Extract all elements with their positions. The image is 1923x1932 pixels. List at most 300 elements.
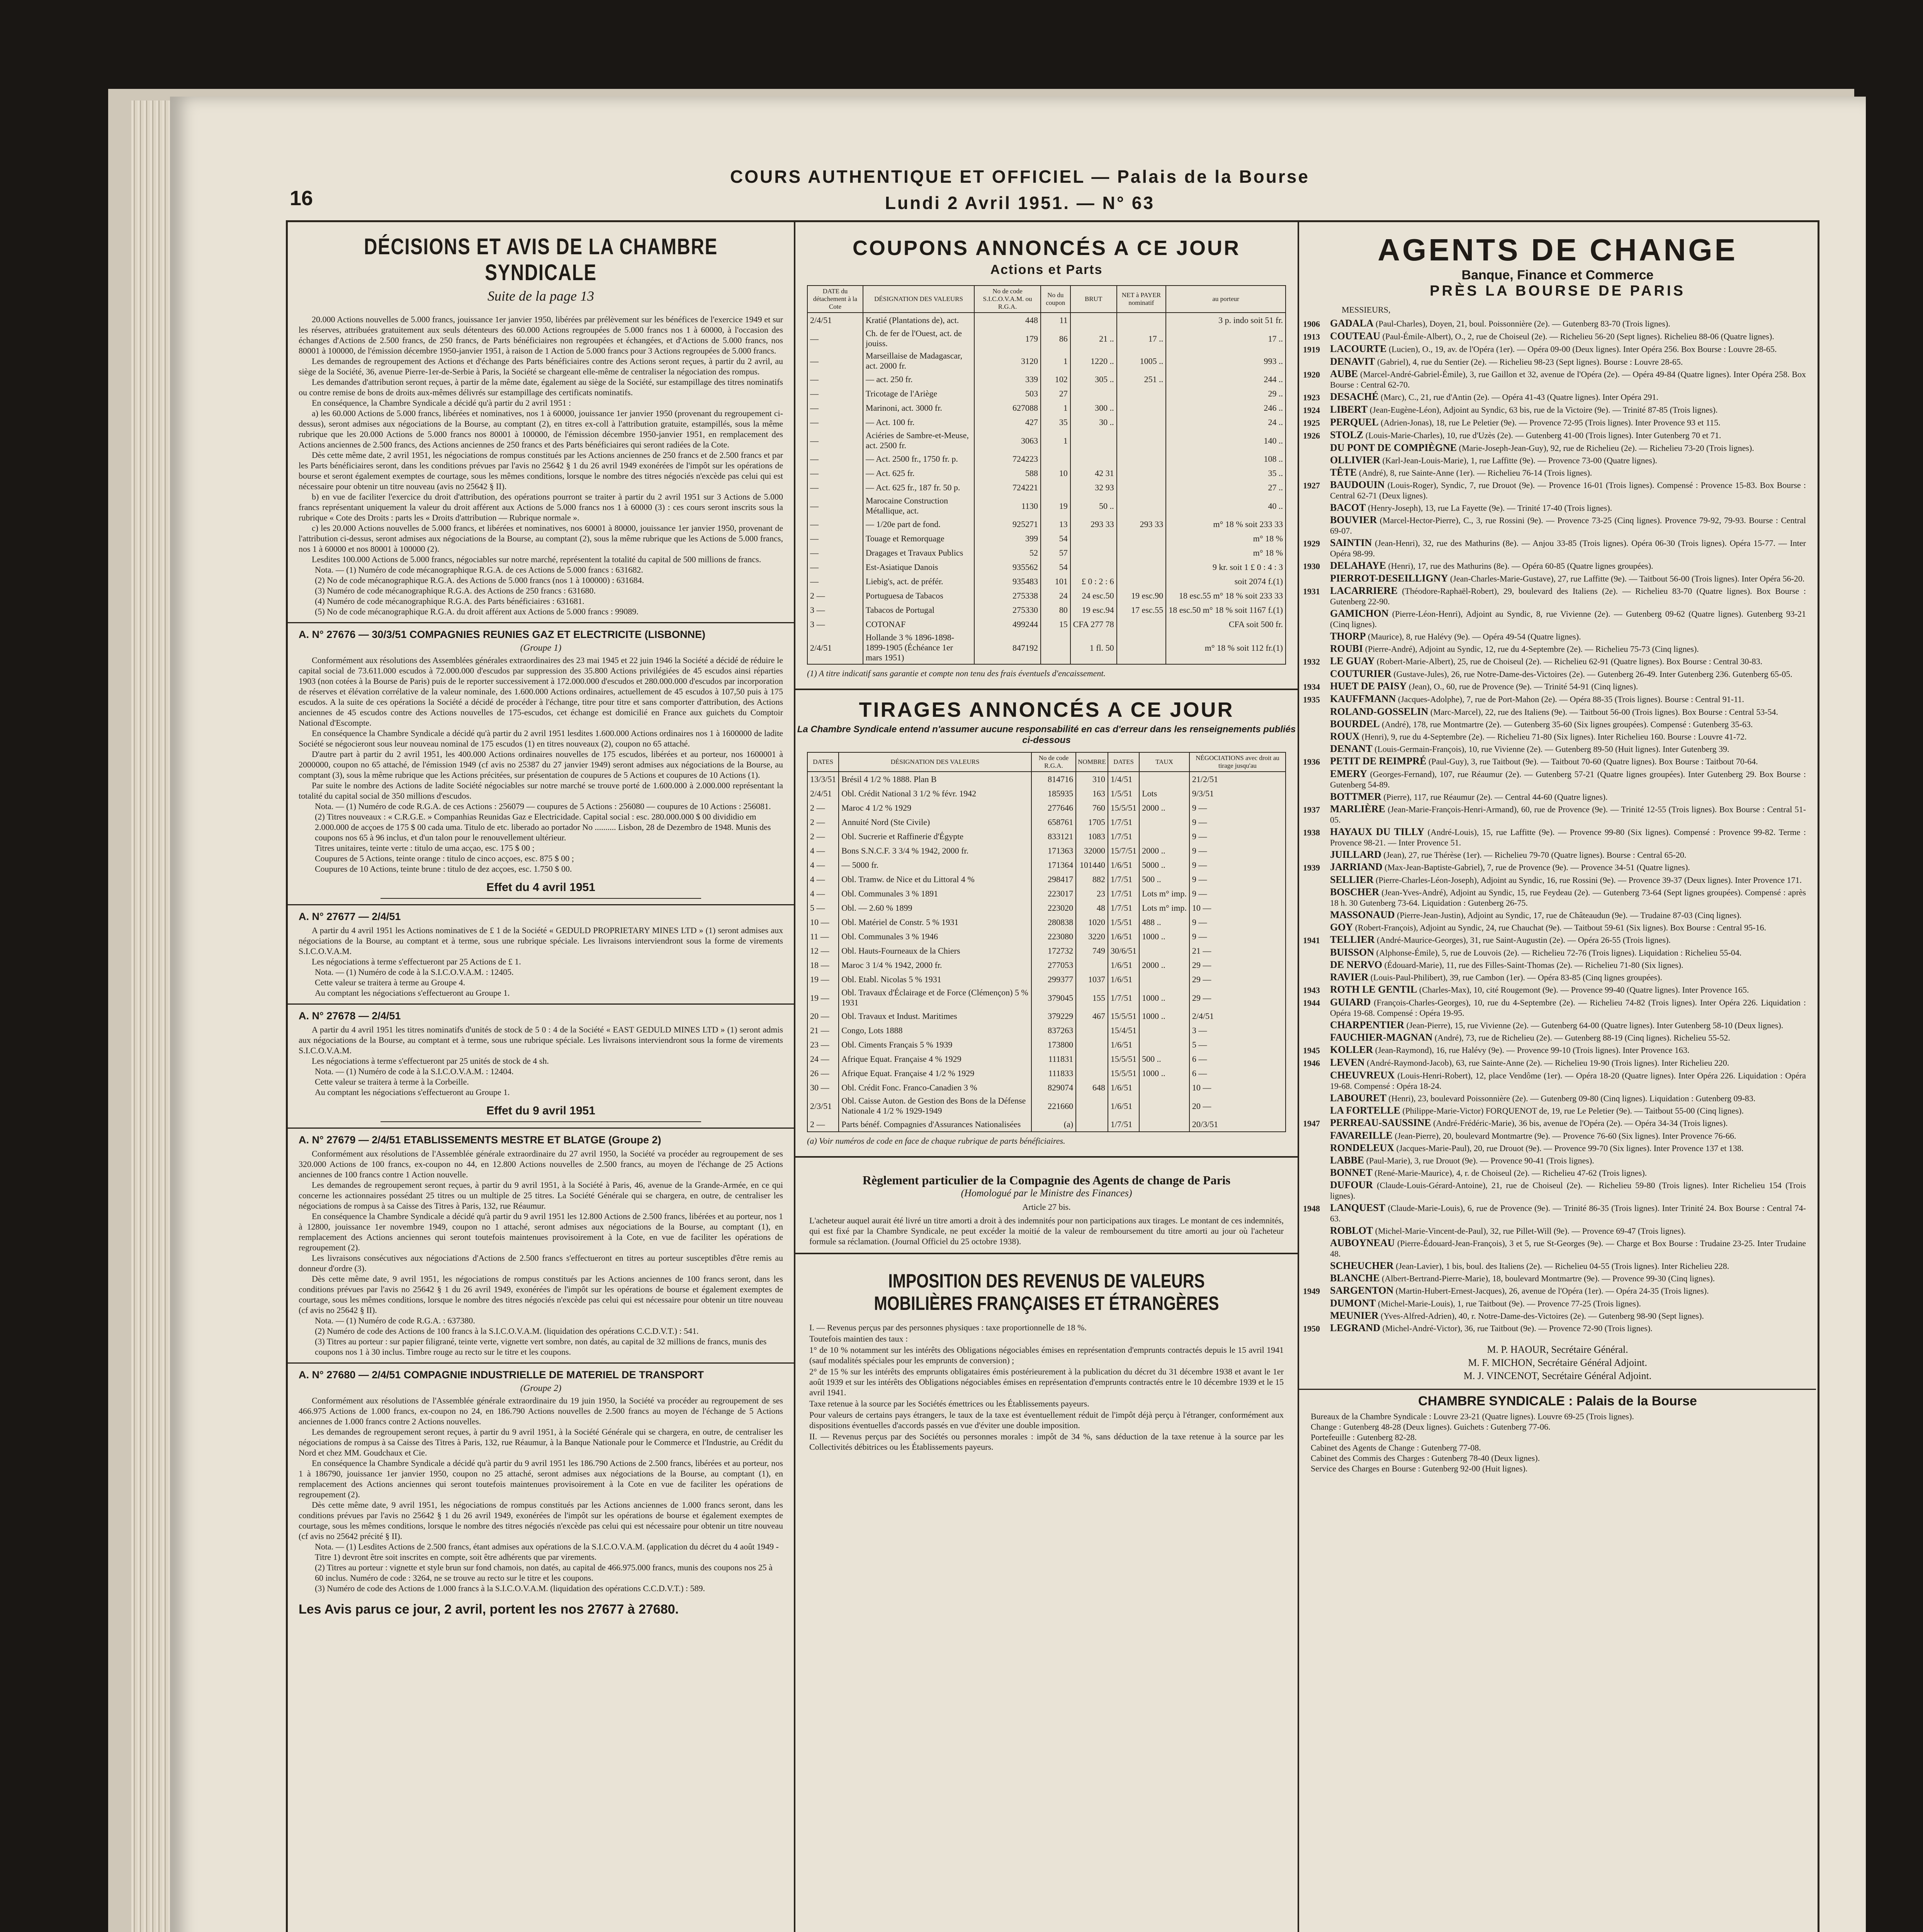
chambre-line: Cabinet des Agents de Change : Gutenberg 77-08.: [1311, 1443, 1481, 1452]
table-cell: 9 —: [1189, 886, 1286, 901]
table-row: [807, 901, 1286, 915]
table-cell: 1: [1041, 429, 1070, 452]
table-cell: 102: [1041, 372, 1070, 386]
chambre-line: Change : Gutenberg 48-28 (Deux lignes). Guichets : Gutenberg 77-06.: [1311, 1422, 1551, 1432]
table-cell: 3 —: [1189, 1023, 1286, 1037]
table-cell: 35: [1041, 415, 1070, 429]
agent-name: LABOURET: [1330, 1092, 1386, 1104]
table-cell: (a): [1031, 1117, 1076, 1132]
agent-name: BLANCHE: [1330, 1272, 1380, 1284]
agents-subtitle-1: Banque, Finance et Commerce: [1461, 268, 1654, 282]
table-cell: 111833: [1031, 1066, 1076, 1080]
agent-entry: [1299, 1142, 1816, 1154]
agent-entry: [1299, 934, 1816, 946]
section-group: (Groupe 1): [520, 643, 562, 653]
table-cell: 724221: [974, 480, 1041, 495]
agent-text: [1330, 1225, 1806, 1236]
table-cell: 30 ..: [1070, 415, 1117, 429]
table-cell: Obl. Hauts-Fourneaux de la Chiers: [839, 944, 1031, 958]
table-cell: 1: [1041, 350, 1070, 372]
table-cell: —: [807, 372, 863, 386]
agent-name: LEVEN: [1330, 1057, 1365, 1068]
table-cell: 9 —: [1189, 858, 1286, 872]
table-cell: Ch. de fer de l'Ouest, act. de jouiss.: [863, 327, 974, 350]
paragraph: Conformément aux résolutions de l'Assemblée générale extraordinaire du 27 avril 1950, la Société va procéder au regroupement de ses 320.000 Actions de 100 francs, ex-coupon no 44, en 12.800 Actions nouvelles de 2.500 francs, au moyen de l'échange de 25 Actions anciennes de 100 francs contre 1 Action nouvelle.: [299, 1149, 783, 1179]
paragraph: Les négociations à terme s'effectueront par 25 unités de stock de 4 sh.: [312, 1056, 549, 1066]
column-header: DATES: [807, 752, 839, 772]
table-cell: 1: [1041, 401, 1070, 415]
paragraph: Taxe retenue à la source par les Sociétés émettrices ou les Établissements payeurs.: [809, 1399, 1089, 1408]
table-cell: 9 kr. soit 1 £ 0 : 4 : 3: [1166, 560, 1286, 574]
table-cell: Afrique Equat. Française 4 1/2 % 1929: [839, 1066, 1031, 1080]
agent-text: [1330, 1180, 1806, 1201]
agent-text: [1330, 934, 1806, 946]
table-cell: —: [807, 480, 863, 495]
agent-entry: [1299, 921, 1816, 934]
agent-name: GADALA: [1330, 318, 1374, 329]
agent-year: [1303, 1093, 1330, 1104]
agent-name: MARLIÈRE: [1330, 803, 1386, 815]
decisions-column: [288, 222, 795, 1932]
agent-text: [1330, 1130, 1806, 1141]
agent-text: [1330, 1032, 1806, 1043]
table-cell: [1070, 452, 1117, 466]
agent-details: (Robert-Marie-Albert), 25, rue de Choiseul (2e). — Richelieu 62-91 (Quatre lignes). Box Bourse : Central 30-83.: [1376, 656, 1763, 666]
agent-year: 1936: [1303, 757, 1320, 767]
agent-details: (Gustave-Jules), 26, rue Notre-Dame-des-Victoires (2e). — Gutenberg 26-49. Inter Gutenberg 236. Gutenberg 65-05.: [1393, 669, 1792, 679]
agent-name: BOURDEL: [1330, 718, 1380, 730]
agent-entry: [1299, 416, 1816, 429]
table-row: [807, 858, 1286, 872]
agent-text: [1330, 1238, 1806, 1259]
agent-year: 1937: [1303, 805, 1320, 815]
note-line: Nota. — (1) Numéro de code à la S.I.C.O.V.A.M. : 12405.: [315, 967, 514, 977]
note-line: (2) Titres au porteur : vignette et style brun sur fond chamois, non datés, au capital de 466.975.000 francs, munis des coupons nos 25 à 60 inclus. Numéro de code : 3264, ne se trouve au recto sur le titre et les coupons.: [315, 1563, 773, 1583]
table-cell: 300 ..: [1070, 401, 1117, 415]
agent-entry: [1299, 706, 1816, 718]
table-cell: 4 —: [807, 872, 839, 886]
section-body: [288, 1148, 794, 1315]
column-header: NOMBRE: [1076, 752, 1108, 772]
decisions-subtitle: Suite de la page 13: [488, 288, 594, 304]
agent-details: (Jean), 27, rue Thérèse (1er). — Richelieu 79-70 (Quatre lignes). Bourse : Central 65-20.: [1383, 850, 1687, 860]
table-cell: 19 esc.94: [1070, 603, 1117, 617]
table-cell: Maroc 4 1/2 % 1929: [839, 801, 1031, 815]
agent-details: (Jean-Pierre), 15, rue Vivienne (2e). — Gutenberg 64-00 (Quatre lignes). Inter Gutenberg 58-10 (Deux lignes).: [1406, 1020, 1784, 1030]
agent-text: [1330, 1117, 1806, 1129]
agent-name: BAUDOUIN: [1330, 479, 1385, 490]
table-cell: [1117, 452, 1166, 466]
agent-entry: [1299, 355, 1816, 368]
table-cell: 9 —: [1189, 872, 1286, 886]
table-cell: 171364: [1031, 858, 1076, 872]
agent-details: (Jean), O., 60, rue de Provence (9e). — Trinité 54-91 (Cinq lignes).: [1408, 682, 1638, 691]
table-cell: 3220: [1076, 929, 1108, 944]
table-cell: 9 —: [1189, 929, 1286, 944]
table-cell: Obl. Tramw. de Nice et du Littoral 4 %: [839, 872, 1031, 886]
table-cell: 1 fl. 50: [1070, 631, 1117, 664]
agent-entry: [1299, 607, 1816, 630]
agent-text: [1330, 1070, 1806, 1091]
table-cell: 298417: [1031, 872, 1076, 886]
agent-details: (Théodore-Raphaël-Robert), 29, boulevard des Italiens (2e). — Richelieu 83-70 (Quatre lignes). Box Bourse : Gutenberg 22-90.: [1330, 586, 1806, 606]
table-cell: 9 —: [1189, 801, 1286, 815]
agent-year: [1303, 910, 1330, 920]
agent-details: (Louis-Germain-François), 10, rue Vivienne (2e). — Gutenberg 89-50 (Huit lignes). Inter Gutenberg 39.: [1374, 744, 1729, 754]
table-cell: —: [807, 546, 863, 560]
section-header: [288, 1128, 794, 1148]
agent-details: (André-Maurice-Georges), 31, rue Saint-Augustin (2e). — Opéra 26-55 (Trois lignes).: [1377, 935, 1671, 945]
column-header: No du coupon: [1041, 286, 1070, 313]
section-header: [288, 904, 794, 925]
agent-year: [1303, 791, 1330, 802]
agent-entry: [1299, 514, 1816, 537]
table-cell: 52: [974, 546, 1041, 560]
agent-details: (André-Louis), 15, rue Laffitte (9e). — Provence 99-80 (Six lignes). Compensé : Provence 99-82. Terme : Provence 98-21. — Inter Provence 51.: [1330, 827, 1806, 847]
agent-text: [1330, 1273, 1806, 1284]
agent-name: LEGRAND: [1330, 1322, 1381, 1333]
section-code: A. N° 27679 — 2/4/51: [299, 1134, 401, 1146]
decisions-title: DÉCISIONS ET AVIS DE LA CHAMBRE SYNDICALE: [364, 234, 718, 285]
table-row: [807, 986, 1286, 1009]
agent-name: RONDELEUX: [1330, 1142, 1395, 1153]
agent-entry: [1299, 861, 1816, 874]
agent-year: 1935: [1303, 695, 1320, 704]
agent-entry: [1299, 983, 1816, 996]
section-code: A. N° 27676 — 30/3/51: [299, 629, 407, 640]
table-cell: 3 —: [807, 603, 863, 617]
table-row: [807, 531, 1286, 546]
table-cell: [1117, 546, 1166, 560]
note-line: (4) Numéro de code mécanographique R.G.A. des Parts bénéficiaires : 631681.: [315, 596, 584, 606]
agent-text: [1330, 480, 1806, 501]
agent-year: 1919: [1303, 345, 1320, 354]
section-body: [288, 1395, 794, 1541]
tirages-title: TIRAGES ANNONCÉS A CE JOUR: [859, 698, 1234, 721]
paragraph: En conséquence la Chambre Syndicale a décidé qu'à partir du 9 avril 1951 les 12.800 Actions de 2.500 francs, libérées et au porteur, nos 1 à 12800, jouissance 1er novembre 1949, coupon no 1 attaché, seront admises aux négociations de la Bourse, au comptant (1), en remplacement des Actions anciennes qui seront toutefois maintenues provisoirement à la Cote, en vue de faciliter les opérations de regroupement (2).: [299, 1211, 783, 1252]
agent-entry: [1299, 1272, 1816, 1284]
agent-entry: [1299, 874, 1816, 886]
table-cell: [1117, 313, 1166, 327]
table-cell: 15/7/51: [1108, 844, 1139, 858]
table-cell: 10 —: [1189, 1080, 1286, 1095]
note-line: Titres unitaires, teinte verte : titulo de uma acçao, esc. 175 $ 00 ;: [315, 843, 535, 853]
table-cell: 2 —: [807, 829, 839, 844]
agent-name: DUMONT: [1330, 1298, 1376, 1309]
table-cell: CFA soit 500 fr.: [1166, 617, 1286, 631]
agent-year: [1303, 1020, 1330, 1031]
table-cell: —: [807, 517, 863, 531]
agent-year: [1303, 1105, 1330, 1116]
agent-details: (Paul-Guy), 3, rue Taitbout (9e). — Taitbout 70-60 (Quatre lignes). Box Bourse : Taitbout 70-64.: [1428, 757, 1758, 766]
agent-entry: [1299, 479, 1816, 502]
sections-group-2: [288, 904, 794, 1097]
agent-name: LA FORTELLE: [1330, 1105, 1400, 1116]
table-row: [807, 1095, 1286, 1117]
agent-name: DU PONT DE COMPIÈGNE: [1330, 442, 1457, 453]
table-cell: 448: [974, 313, 1041, 327]
table-cell: Obl. Communales 3 % 1891: [839, 886, 1031, 901]
table-cell: 2/4/51: [807, 786, 839, 801]
section-body: [288, 925, 794, 967]
table-cell: 648: [1076, 1080, 1108, 1095]
imposition-title: IMPOSITION DES REVENUS DE VALEURS MOBILIÈRES FRANÇAISES ET ÉTRANGÈRES: [874, 1270, 1219, 1314]
agent-year: [1303, 1143, 1330, 1153]
section-group: (Groupe 2): [520, 1383, 562, 1393]
table-row: [807, 350, 1286, 372]
newspaper-page: [170, 97, 1866, 1932]
table-row: [807, 466, 1286, 480]
table-cell: —: [807, 560, 863, 574]
table-cell: [1139, 772, 1189, 786]
agent-entry: [1299, 343, 1816, 355]
agent-year: 1947: [1303, 1119, 1320, 1128]
table-cell: Portuguesa de Tabacos: [863, 588, 974, 603]
agent-entry: [1299, 1129, 1816, 1142]
table-cell: 1000 ..: [1139, 1066, 1189, 1080]
table-cell: 925271: [974, 517, 1041, 531]
agent-details: (René-Marie-Maurice), 4, r. de Choiseul (2e). — Richelieu 47-62 (Trois lignes).: [1374, 1168, 1647, 1178]
agent-text: [1330, 643, 1806, 654]
section-code: A. N° 27680 — 2/4/51: [299, 1369, 401, 1381]
table-cell: 2 —: [807, 588, 863, 603]
reglement-article: Article 27 bis.: [1022, 1202, 1071, 1212]
agent-entry: [1299, 1225, 1816, 1237]
table-cell: 15: [1041, 617, 1070, 631]
table-cell: 15/5/51: [1108, 801, 1139, 815]
agent-text: [1330, 1285, 1806, 1296]
agent-name: SARGENTON: [1330, 1285, 1394, 1296]
section-notes: [288, 967, 794, 998]
agent-entry: [1299, 1237, 1816, 1260]
table-row: [807, 944, 1286, 958]
agent-text: [1330, 631, 1806, 642]
section-header: [288, 622, 794, 643]
agent-text: [1330, 1310, 1806, 1321]
agent-year: 1945: [1303, 1046, 1320, 1055]
agent-entry: [1299, 768, 1816, 791]
agent-text: [1330, 731, 1806, 742]
table-cell: Dragages et Travaux Publics: [863, 546, 974, 560]
agent-details: (Robert-François), Adjoint au Syndic, 24, rue Chauchat (9e). — Taitbout 59-61 (Six lignes). Box Bourse : Central 95-16.: [1355, 923, 1767, 932]
table-cell: 17 ..: [1166, 327, 1286, 350]
table-cell: 15/5/51: [1108, 1009, 1139, 1023]
tirages-subtitle: La Chambre Syndicale entend n'assumer aucune responsabilité en cas d'erreur dans les renseignements publiés ci-dessous: [797, 724, 1296, 745]
agent-name: ROUBI: [1330, 643, 1363, 654]
table-cell: 724223: [974, 452, 1041, 466]
agent-details: (Charles-Max), 10, cité Rougemont (9e). — Provence 99-40 (Quatre lignes). Inter Provence 165.: [1419, 985, 1749, 995]
table-cell: 18 —: [807, 958, 839, 972]
table-cell: 9 —: [1189, 844, 1286, 858]
agent-entry: [1299, 791, 1816, 803]
agent-year: [1303, 1225, 1330, 1236]
table-cell: Obl. Etabl. Nicolas 5 % 1931: [839, 972, 1031, 986]
table-cell: Marinoni, act. 3000 fr.: [863, 401, 974, 415]
table-cell: 305 ..: [1070, 372, 1117, 386]
agent-entry: [1299, 1297, 1816, 1310]
table-cell: —: [807, 429, 863, 452]
note-line: (2) Numéro de code des Actions de 100 francs à la S.I.C.O.V.A.M. (liquidation des opérations C.C.D.V.T.) : 541.: [315, 1326, 699, 1336]
agent-year: 1948: [1303, 1204, 1320, 1213]
table-row: [807, 972, 1286, 986]
table-cell: 814716: [1031, 772, 1076, 786]
table-cell: — Act. 625 fr., 187 fr. 50 p.: [863, 480, 974, 495]
table-cell: Maroc 3 1/4 % 1942, 2000 fr.: [839, 958, 1031, 972]
table-cell: 829074: [1031, 1080, 1076, 1095]
agent-text: [1330, 1057, 1806, 1068]
table-cell: Obl. Travaux d'Éclairage et de Force (Clémençon) 5 % 1931: [839, 986, 1031, 1009]
table-cell: 11: [1041, 313, 1070, 327]
table-cell: [1117, 631, 1166, 664]
agent-year: 1926: [1303, 431, 1320, 440]
paragraph: Les livraisons consécutives aux négociations d'Actions de 2.500 francs s'effectueront en titres au porteur susceptibles d'être remis au donneur d'ordre (3).: [299, 1253, 783, 1273]
table-cell: 833121: [1031, 829, 1076, 844]
agent-year: [1303, 1273, 1330, 1284]
table-cell: 140 ..: [1166, 429, 1286, 452]
tirages-table: [807, 752, 1286, 1132]
table-cell: 3 —: [807, 617, 863, 631]
table-cell: 658761: [1031, 815, 1076, 829]
agent-name: COUTURIER: [1330, 668, 1391, 679]
table-cell: Est-Asiatique Danois: [863, 560, 974, 574]
table-row: [807, 588, 1286, 603]
table-row: [807, 886, 1286, 901]
agent-details: (Maurice), 8, rue Halévy (9e). — Opéra 49-54 (Quatre lignes).: [1368, 632, 1581, 641]
agent-name: DESACHÉ: [1330, 391, 1379, 402]
table-cell: 35 ..: [1166, 466, 1286, 480]
agent-details: (Marc-Marcel), 22, rue des Italiens (9e). — Taitbout 56-00 (Trois lignes). Box Bourse : Central 53-54.: [1430, 707, 1779, 717]
section-code: A. N° 27677 — 2/4/51: [299, 911, 401, 922]
table-row: [807, 829, 1286, 844]
table-cell: 10: [1041, 466, 1070, 480]
agent-year: 1927: [1303, 481, 1320, 490]
table-cell: Obl. Caisse Auton. de Gestion des Bons de la Défense Nationale 4 1/2 % 1929-1949: [839, 1095, 1031, 1117]
agent-entry: [1299, 1044, 1816, 1056]
table-cell: 15/5/51: [1108, 1052, 1139, 1066]
agent-year: 1938: [1303, 828, 1320, 837]
table-cell: 29 —: [1189, 958, 1286, 972]
column-header: TAUX: [1139, 752, 1189, 772]
agent-details: (Marcel-André-Gabriel-Émile), 3, rue Gaillon et 32, avenue de l'Opéra (2e). — Opéra 49-84 (Quatre lignes). Inter Opéra 258. Box Bourse : Central 62-70.: [1330, 369, 1806, 389]
table-cell: [1041, 480, 1070, 495]
table-cell: [1139, 1080, 1189, 1095]
officer-line: M. F. MICHON, Secrétaire Général Adjoint.: [1468, 1357, 1647, 1368]
agent-entry: [1299, 368, 1816, 391]
divider: [795, 1156, 1298, 1158]
table-cell: 86: [1041, 327, 1070, 350]
section-title: ETABLISSEMENTS MESTRE ET BLATGE (Groupe 2): [403, 1134, 661, 1146]
section-header: [288, 1003, 794, 1024]
table-cell: Lots: [1139, 786, 1189, 801]
agent-year: 1941: [1303, 935, 1320, 945]
agent-name: BOTTMER: [1330, 791, 1381, 802]
table-cell: 13/3/51: [807, 772, 839, 786]
agent-name: GUIARD: [1330, 997, 1371, 1008]
agent-text: [1330, 862, 1806, 873]
paragraph: Les négociations à terme s'effectueront par 25 Actions de £ 1.: [312, 957, 521, 966]
agent-details: (Paul-Charles), Doyen, 21, boul. Poissonnière (2e). — Gutenberg 83-70 (Trois lignes).: [1376, 319, 1670, 328]
table-row: [807, 327, 1286, 350]
paragraph: Lesdites 100.000 Actions de 5.000 francs, négociables sur notre marché, représentent la totalité du capital de 500 millions de francs.: [312, 554, 761, 564]
table-cell: 882: [1076, 872, 1108, 886]
table-cell: 310: [1076, 772, 1108, 786]
agent-year: [1303, 442, 1330, 453]
table-cell: 1/7/51: [1108, 986, 1139, 1009]
agent-text: [1330, 681, 1806, 692]
table-cell: 27 ..: [1166, 480, 1286, 495]
agent-details: (Gabriel), 4, rue du Sentier (2e). — Richelieu 98-23 (Sept lignes). Bourse : Louvre 28-65.: [1377, 357, 1683, 367]
agent-name: DENAVIT: [1330, 356, 1375, 367]
table-cell: Obl. — 2.60 % 1899: [839, 901, 1031, 915]
agent-name: MASSONAUD: [1330, 909, 1395, 920]
paragraph: Dès cette même date, 9 avril 1951, les négociations de rompus constitués par les Actions anciennes de 100 francs seront, dans les conditions prévues par l'avis no 25642 § 1 du 26 avril 1949, exonérées de l'impôt sur les opérations de bourse et également exemptes de courtage, sous les mêmes conditions, lorsque le nombre des titres négociés n'excède pas celui qui est nécessaire pour obtenir un titre nouveau (cf avis no 25642 § II).: [299, 1274, 783, 1315]
agent-entry: [1299, 803, 1816, 826]
table-row: [807, 786, 1286, 801]
paragraph: 1° de 10 % notamment sur les intérêts des Obligations négociables émises en représentation d'emprunts contractés depuis le 15 avril 1941 (sauf modalités spéciales pour les emprunts de conversion) ;: [809, 1345, 1284, 1365]
table-cell: 101: [1041, 574, 1070, 588]
agent-details: (Jean-Marie-François-Henri-Armand), 60, rue de Provence (9e). — Trinité 12-55 (Trois lignes). Box Bourse : Central 51-05.: [1330, 804, 1806, 825]
table-cell: 24 ..: [1166, 415, 1286, 429]
note-line: Nota. — (1) Numéro de code mécanographique R.G.A. de ces Actions de 5.000 francs : 631682.: [315, 565, 643, 575]
header-date: Lundi 2 Avril 1951. — N° 63: [885, 193, 1155, 213]
table-cell: 1/7/51: [1108, 886, 1139, 901]
table-cell: [1070, 313, 1117, 327]
table-cell: [1117, 415, 1166, 429]
agent-text: [1330, 344, 1806, 355]
table-cell: [1117, 466, 1166, 480]
table-cell: CFA 277 78: [1070, 617, 1117, 631]
table-cell: [1076, 1117, 1108, 1132]
intro-paragraphs: [288, 314, 794, 565]
agent-year: 1913: [1303, 332, 1320, 342]
table-cell: 379229: [1031, 1009, 1076, 1023]
agent-text: [1330, 502, 1806, 513]
note-line: Cette valeur se traitera à terme à la Corbeille.: [315, 1077, 469, 1087]
agent-name: LANQUEST: [1330, 1202, 1386, 1213]
agent-details: (Jacques-Marie-Paul), 20, rue Drouot (9e). — Provence 99-70 (Six lignes). Inter Provence 137 et 138.: [1396, 1143, 1744, 1153]
effet-4-avril: Effet du 4 avril 1951: [486, 881, 595, 894]
agent-details: (Adrien-Jonas), 18, rue Le Peletier (9e). — Provence 72-95 (Trois lignes). Inter Provence 93 et 115.: [1381, 418, 1721, 427]
agent-text: [1330, 1323, 1806, 1334]
agent-details: (Max-Jean-Baptiste-Gabriel), 7, rue de Provence (9e). — Provence 34-51 (Quatre lignes).: [1384, 862, 1690, 872]
agent-name: KOLLER: [1330, 1044, 1373, 1055]
column-header: DÉSIGNATION DES VALEURS: [839, 752, 1031, 772]
paragraph: Conformément aux résolutions des Assemblées générales extraordinaires des 23 mai 1945 et 22 juin 1946 la Société a décidé de réduire le capital social de 73.611.000 escudos à 72.000.000 d'escudos par suppression des 35.800 Actions privilégiées de 45 escudos ainsi réparties 1903 (non cotées à la Bourse de Paris) puis de le reporter successivement à 172.000.000 d'escudos et 280.000.000 d'escudos par incorporation de réserves et élévation corrélative de la valeur nominale, des 1.600.000 Actions ordinaires, actuellement de 45 escudos à 107,50 puis à 175 escudos. A la suite de ces opérations la Société a décidé de procéder à l'échange, titre pour titre et sans comporter d'attribution, des Actions anciennes de 45 escudos contre des Actions nouvelles de 175-escudos, cet échange est domicilié en France aux guichets du Comptoir National d'Escompte.: [299, 655, 783, 728]
table-cell: m° 18 %: [1166, 546, 1286, 560]
agent-entry: [1299, 849, 1816, 861]
table-cell: 1/5/51: [1108, 786, 1139, 801]
content-frame: [286, 220, 1819, 1932]
agent-entry: [1299, 996, 1816, 1019]
table-row: [807, 452, 1286, 466]
table-cell: 2000 ..: [1139, 801, 1189, 815]
agent-details: (Louis-Roger), Syndic, 7, rue Drouot (9e). — Provence 16-01 (Trois lignes). Compensé : Provence 15-83. Box Bourse : Central 62-71 (Deux lignes).: [1330, 480, 1806, 500]
table-cell: 54: [1041, 531, 1070, 546]
agent-entry: [1299, 643, 1816, 655]
agent-name: TELLIER: [1330, 934, 1375, 945]
agent-entry: [1299, 1179, 1816, 1202]
note-line: (3) Titres au porteur : sur papier filigrané, teinte verte, vignette vert sombre, non datés, au capital de 32 millions de francs, munis des coupons nos 1 à 30 inclus. Timbre rouge au recto sur le titre et les coupons.: [315, 1337, 767, 1357]
table-cell: —: [807, 452, 863, 466]
table-cell: 9/3/51: [1189, 786, 1286, 801]
table-cell: [1070, 429, 1117, 452]
agent-name: FAUCHIER-MAGNAN: [1330, 1032, 1433, 1043]
table-cell: 9 —: [1189, 829, 1286, 844]
note-line: Coupures de 10 Actions, teinte brune : titulo de dez acçoes, esc. 1.750 $ 00.: [315, 864, 572, 874]
table-cell: [1076, 1052, 1108, 1066]
table-cell: Tricotage de l'Ariège: [863, 386, 974, 401]
agent-name: KAUFFMANN: [1330, 693, 1396, 704]
